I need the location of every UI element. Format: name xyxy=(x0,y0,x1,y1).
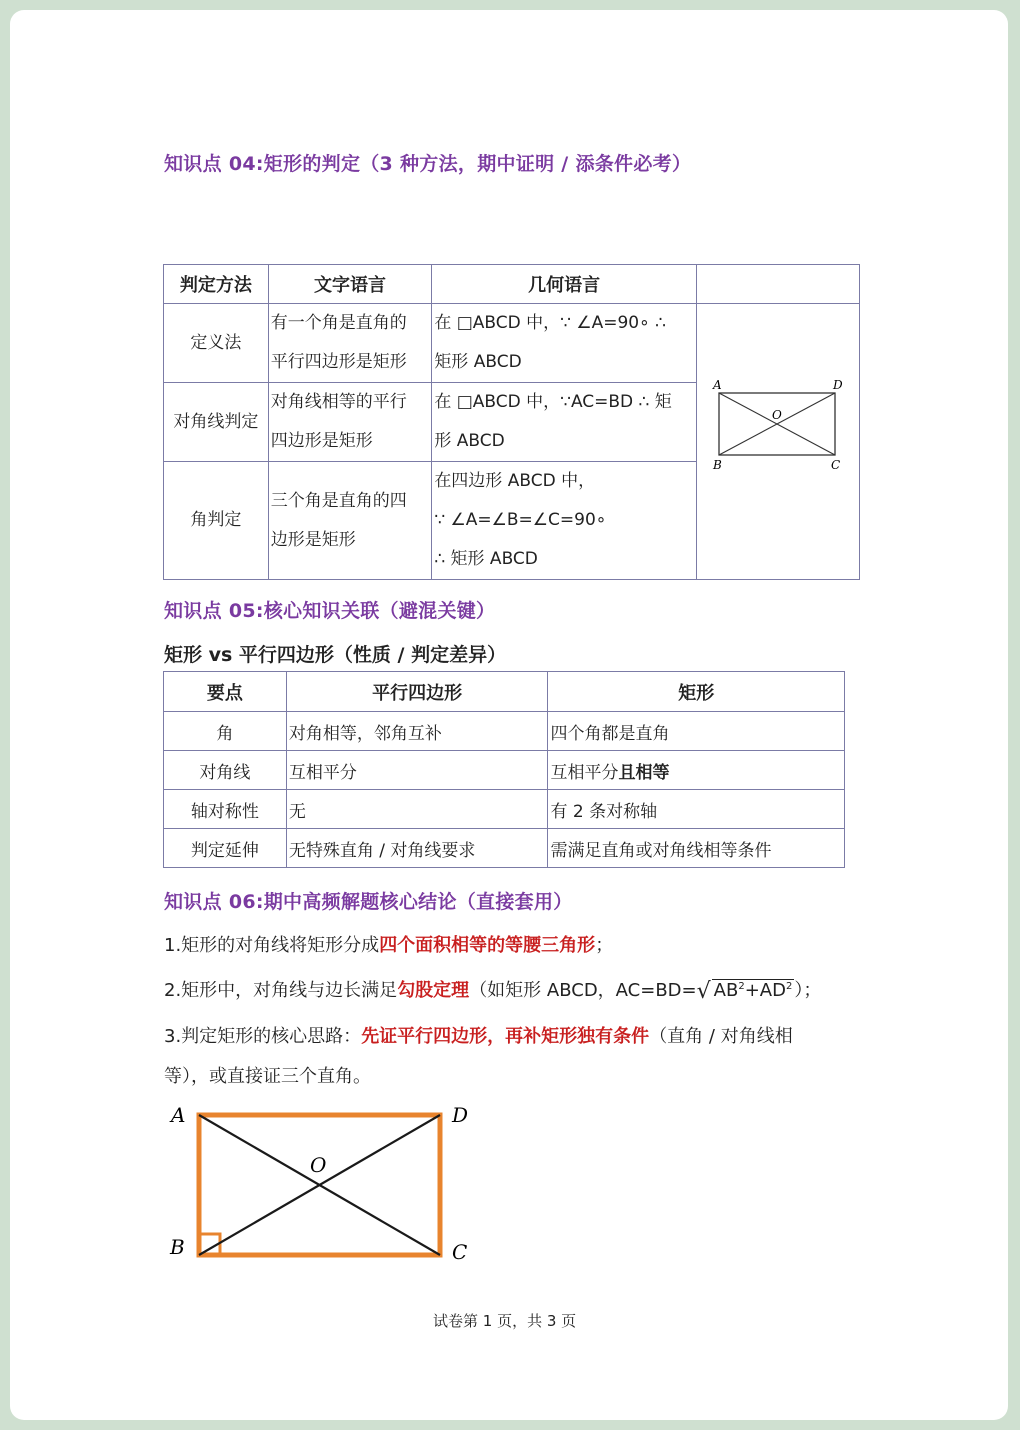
geo-cell: 在四边形 ABCD 中， ∵ ∠A=∠B=∠C=90∘ ∴ 矩形 ABCD xyxy=(432,462,697,580)
parallelogram-cell: 对角相等，邻角互补 xyxy=(286,712,548,751)
method-cell: 定义法 xyxy=(164,304,269,383)
parallelogram-cell: 无 xyxy=(286,790,548,829)
conclusion-2: 2.矩形中，对角线与边长满足勾股定理（如矩形 ABCD，AC=BD=√ $AB^2+AD^2$ ）； xyxy=(164,979,822,1004)
header-figure xyxy=(696,265,859,304)
section-heading-06: 知识点 06:期中高频解题核心结论（直接套用） xyxy=(164,891,573,913)
parallelogram-cell: 无特殊直角 / 对角线要求 xyxy=(286,829,548,868)
label-o: O xyxy=(771,408,782,422)
header-method: 判定方法 xyxy=(164,265,269,304)
rectangle-cell: 互相平分且相等 xyxy=(548,751,845,790)
sqrt-expression: $AB^2+AD^2$ xyxy=(713,980,793,1001)
key-cell: 角 xyxy=(164,712,287,751)
geo-cell: 在 □ABCD 中，∵ ∠A=90∘ ∴ 矩形 ABCD xyxy=(432,304,697,383)
label-c: C xyxy=(830,458,841,472)
method-cell: 角判定 xyxy=(164,462,269,580)
table-row xyxy=(164,304,860,383)
rectangle-figure-small xyxy=(697,379,857,489)
header-rectangle: 矩形 xyxy=(548,672,845,712)
rectangle-cell: 需满足直角或对角线相等条件 xyxy=(548,829,845,868)
conclusion-3: 3.判定矩形的核心思路：先证平行四边形，再补矩形独有条件（直角 / 对角线相 xyxy=(164,1026,793,1047)
header-parallelogram: 平行四边形 xyxy=(286,672,548,712)
key-cell: 判定延伸 xyxy=(164,829,287,868)
comparison-subheading: 矩形 vs 平行四边形（性质 / 判定差异） xyxy=(164,644,507,666)
table-row xyxy=(164,712,845,751)
label-a: A xyxy=(712,379,722,392)
header-key: 要点 xyxy=(164,672,287,712)
header-geo: 几何语言 xyxy=(432,265,697,304)
label-a: A xyxy=(171,1103,186,1127)
text-cell: 对角线相等的平行 四边形是矩形 xyxy=(268,383,432,462)
rectangle-figure-large xyxy=(160,1095,480,1270)
section-heading-04: 知识点 04:矩形的判定（3 种方法，期中证明 / 添条件必考） xyxy=(164,153,692,175)
label-b: B xyxy=(170,1235,185,1259)
label-o: O xyxy=(310,1153,327,1177)
judgment-table xyxy=(163,264,860,580)
label-d: D xyxy=(452,1103,469,1127)
text-cell: 三个角是直角的四 边形是矩形 xyxy=(268,462,432,580)
label-b: B xyxy=(712,458,722,472)
section-heading-05: 知识点 05:核心知识关联（避混关键） xyxy=(164,600,496,622)
text-cell: 有一个角是直角的 平行四边形是矩形 xyxy=(268,304,432,383)
comparison-table xyxy=(163,671,845,868)
figure-cell xyxy=(696,304,859,580)
key-cell: 对角线 xyxy=(164,751,287,790)
table-row xyxy=(164,829,845,868)
parallelogram-cell: 互相平分 xyxy=(286,751,548,790)
label-c: C xyxy=(452,1240,468,1264)
header-text: 文字语言 xyxy=(268,265,432,304)
geo-cell: 在 □ABCD 中，∵AC=BD ∴ 矩 形 ABCD xyxy=(432,383,697,462)
method-cell: 对角线判定 xyxy=(164,383,269,462)
label-d: D xyxy=(832,379,843,392)
page-footer: 试卷第 1 页，共 3 页 xyxy=(433,1312,577,1330)
key-cell: 轴对称性 xyxy=(164,790,287,829)
table-row xyxy=(164,790,845,829)
table-row xyxy=(164,751,845,790)
rectangle-cell: 有 2 条对称轴 xyxy=(548,790,845,829)
rectangle-cell: 四个角都是直角 xyxy=(548,712,845,751)
conclusion-1: 1.矩形的对角线将矩形分成四个面积相等的等腰三角形； xyxy=(164,935,614,956)
conclusion-3-line2: 等），或直接证三个直角。 xyxy=(164,1066,371,1087)
